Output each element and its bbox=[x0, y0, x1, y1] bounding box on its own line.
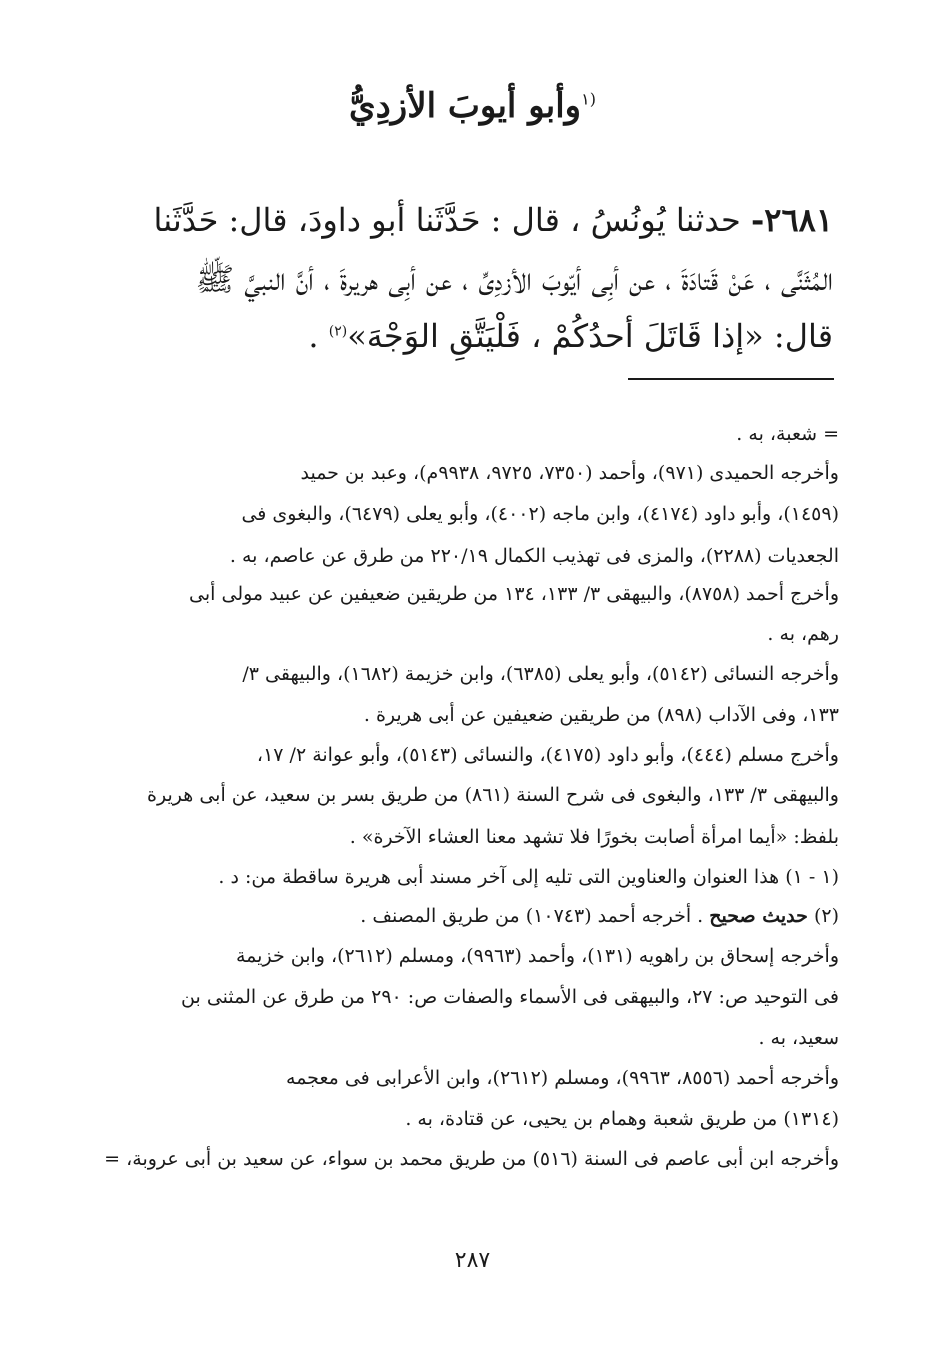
hadith-line-3-text: قال: «إذا قَاتَلَ أحدُكُمْ ، فَلْيَتَّقِ الوَجْهَ» bbox=[347, 317, 833, 355]
heading-footnote-mark: (١ bbox=[581, 89, 596, 109]
footnote-line: وأخرجه أحمد (٨٥٥٦، ٩٩٦٣)، ومسلم (٢٦١٢)، وابن الأعرابى فى معجمه bbox=[286, 1067, 839, 1089]
footnote-line: ١٣٣، وفى الآداب (٨٩٨) من طريقين ضعيفين عن أبى هريرة . bbox=[363, 704, 839, 726]
footnote-line: وأخرجه النسائى (٥١٤٢)، وأبو يعلى (٦٣٨٥)، وابن خزيمة (١٦٨٢)، والبيهقى ٣/ bbox=[242, 663, 839, 685]
footnote-line: وأخرجه ابن أبى عاصم فى السنة (٥١٦) من طريق محمد بن سواء، عن سعيد بن أبى عروبة، = bbox=[104, 1148, 839, 1170]
hadith-line-1-text: حدثنا يُونُسُ ، قال : حَدَّثَنا أبو داودَ، قال: حَدَّثَنا bbox=[153, 201, 751, 239]
hadith-line-1 bbox=[153, 201, 833, 239]
footnote-line: وأخرجه إسحاق بن راهويه (١٣١)، وأحمد (٩٩٦٣)، ومسلم (٢٦١٢)، وابن خزيمة bbox=[236, 945, 839, 967]
hadith-line-2: المُثَنَّى ، عَنْ قَتادَةَ ، عن أبِى أيّوبَ الأزدِىِّ ، عن أبِى هريرةَ ، أنَّ النبيَّ ﷺ bbox=[195, 260, 833, 298]
hadith-number: ٢٦٨١- bbox=[750, 201, 833, 239]
hadith-line-3 bbox=[308, 317, 833, 355]
footnote-line: بلفظ: «أيما امرأة أصابت بخورًا فلا تشهد معنا العشاء الآخرة» . bbox=[349, 826, 839, 848]
footnote-line: فى التوحيد ص: ٢٧، والبيهقى فى الأسماء والصفات ص: ٢٩٠ من طرق عن المثنى بن bbox=[181, 986, 839, 1008]
hadith-line-3-end: . bbox=[308, 317, 329, 355]
footnote-line: والبيهقى ٣/ ١٣٣، والبغوى فى شرح السنة (٨٦١) من طريق بسر بن سعيد، عن أبى هريرة bbox=[147, 784, 839, 806]
footnote-line: سعيد، به . bbox=[758, 1027, 839, 1049]
hadith-footnote-mark: (٢) bbox=[328, 323, 348, 340]
heading-text: وأبو أيوبَ الأزدِيُّ bbox=[349, 86, 582, 126]
footnote-line bbox=[360, 907, 839, 926]
footnote-line: وأخرج مسلم (٤٤٤)، وأبو داود (٤١٧٥)، والنسائى (٥١٤٣)، وأبو عوانة ٢/ ١٧، bbox=[256, 744, 839, 766]
section-heading bbox=[0, 86, 945, 126]
hadith-grade: حديث صحيح bbox=[709, 905, 808, 927]
footnote-line: (١٤٥٩)، وأبو داود (٤١٧٤)، وابن ماجه (٤٠٠٢)، وأبو يعلى (٦٤٧٩)، والبغوى فى bbox=[241, 503, 839, 525]
footnote-text: . أخرجه أحمد (١٠٧٤٣) من طريق المصنف . bbox=[360, 905, 710, 927]
footnote-line: وأخرجه الحميدى (٩٧١)، وأحمد (٧٣٥٠، ٩٧٢٥، ٩٩٣٨م)، وعبد بن حميد bbox=[300, 462, 839, 484]
footnote-marker: (٢) bbox=[807, 905, 839, 927]
footnote-line: (١ - ١) هذا العنوان والعناوين التى تليه إلى آخر مسند أبى هريرة ساقطة من: د . bbox=[218, 866, 839, 888]
footnote-line: وأخرج أحمد (٨٧٥٨)، والبيهقى ٣/ ١٣٣، ١٣٤ من طريقين ضعيفين عن عبيد مولى أبى bbox=[189, 583, 839, 605]
footnote-line: (١٣١٤) من طريق شعبة وهمام بن يحيى، عن قتادة، به . bbox=[405, 1108, 839, 1130]
footnote-separator bbox=[628, 378, 834, 380]
footnote-line: رهم، به . bbox=[767, 623, 839, 645]
page-number: ٢٨٧ bbox=[454, 1248, 491, 1273]
footnote-line: الجعديات (٢٢٨٨)، والمزى فى تهذيب الكمال ٢٢٠/١٩ من طرق عن عاصم، به . bbox=[229, 545, 839, 567]
footnote-line: = شعبة، به . bbox=[736, 423, 839, 445]
